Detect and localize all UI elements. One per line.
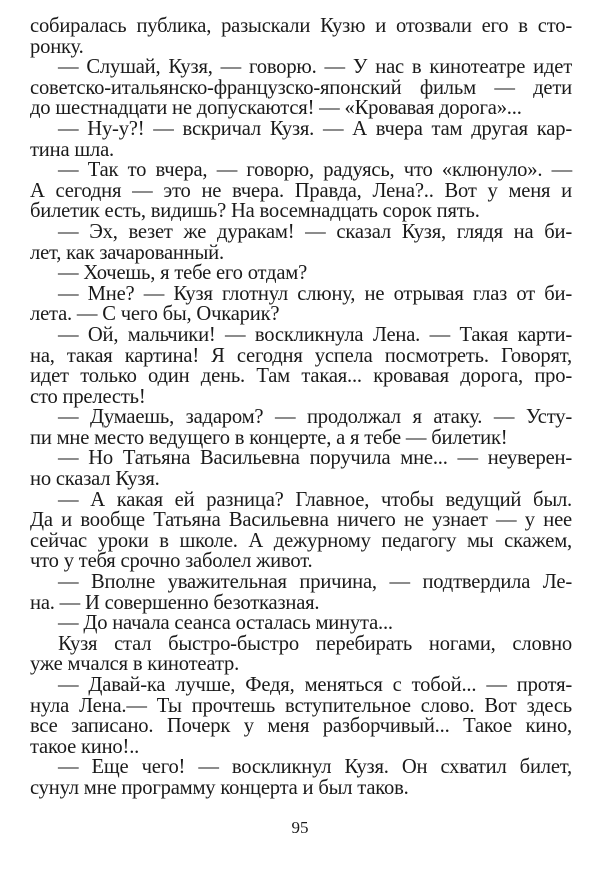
text-line: идет только один день. Там такая... кровавая дорога, про-	[30, 365, 572, 388]
text-line: уже мчался в кинотеатр.	[30, 653, 240, 676]
text-line: — Хочешь, я тебе его отдам?	[58, 262, 308, 285]
text-line: — Давай-ка лучше, Федя, меняться с тобой... — протя-	[58, 674, 572, 696]
text-line: — Эх, везет же дуракам! — сказал Кузя, глядя на би-	[58, 220, 572, 243]
text-line: — Мне? — Кузя глотнул слюну, не отрывая глаз от би-	[58, 282, 572, 305]
text-line: но сказал Кузя.	[30, 468, 160, 491]
text-line: на. — И совершенно безотказная.	[30, 591, 320, 614]
text-line: Кузя стал быстро-быстро перебирать ногами, словно	[58, 632, 572, 655]
text-line: — Но Татьяна Васильевна поручила мне... — неуверен-	[58, 447, 572, 470]
text-line: лета. — С чего бы, Очкарик?	[30, 303, 280, 326]
text-line: советско-итальянско-французско-японский фильм — дети	[30, 76, 572, 99]
text-line: сунул мне программу концерта и был таков.	[30, 776, 409, 799]
page-body-text	[30, 16, 572, 799]
text-line: лет, как зачарованный.	[30, 241, 224, 264]
text-line: — До начала сеанса осталась минута...	[58, 612, 393, 635]
text-line: сейчас уроки в школе. А дежурному педагогу мы скажем,	[30, 529, 572, 552]
text-line: — А какая ей разница? Главное, чтобы ведущий был.	[58, 488, 572, 511]
text-line: что у тебя срочно заболел живот.	[30, 550, 313, 573]
text-line: собиралась публика, разыскали Кузю и отозвали его в сто-	[30, 15, 572, 37]
text-line: пи мне место ведущего в концерте, а я тебе — билетик!	[30, 426, 508, 449]
text-line: А сегодня — это не вчера. Правда, Лена?.. Вот у меня и	[30, 179, 572, 202]
text-line: — Ну-у?! — вскричал Кузя. — А вчера там другая кар-	[58, 117, 572, 140]
text-line: — Так то вчера, — говорю, радуясь, что «клюнуло». —	[58, 159, 572, 182]
text-line: такое кино!..	[30, 735, 140, 758]
text-line: на, такая картина! Я сегодня успела посмотреть. Говорят,	[30, 344, 572, 367]
text-line: сто прелесть!	[30, 385, 146, 408]
text-line: до шестнадцати не допускаются! — «Кровавая дорога»...	[30, 97, 522, 120]
text-line: — Слушай, Кузя, — говорю. — У нас в кинотеатре идет	[58, 56, 572, 79]
text-line: — Думаешь, задаром? — продолжал я атаку. — Усту-	[58, 406, 572, 429]
text-line: Да и вообще Татьяна Васильевна ничего не узнает — у нее	[30, 509, 572, 532]
text-line: — Ой, мальчики! — воскликнула Лена. — Такая карти-	[58, 323, 572, 346]
text-line: ронку.	[30, 35, 84, 58]
text-line: — Вполне уважительная причина, — подтвердила Ле-	[58, 571, 572, 594]
text-line: билетик есть, видишь? На восемнадцать сорок пять.	[30, 200, 480, 223]
text-line: все записано. Почерк у меня разборчивый... Такое кино,	[30, 715, 572, 738]
page-number: 95	[291, 818, 309, 837]
text-line: нула Лена.— Ты прочтешь вступительное слово. Вот здесь	[30, 694, 572, 717]
text-line: тина шла.	[30, 138, 114, 161]
text-line: — Еще чего! — воскликнул Кузя. Он схватил билет,	[58, 756, 572, 779]
